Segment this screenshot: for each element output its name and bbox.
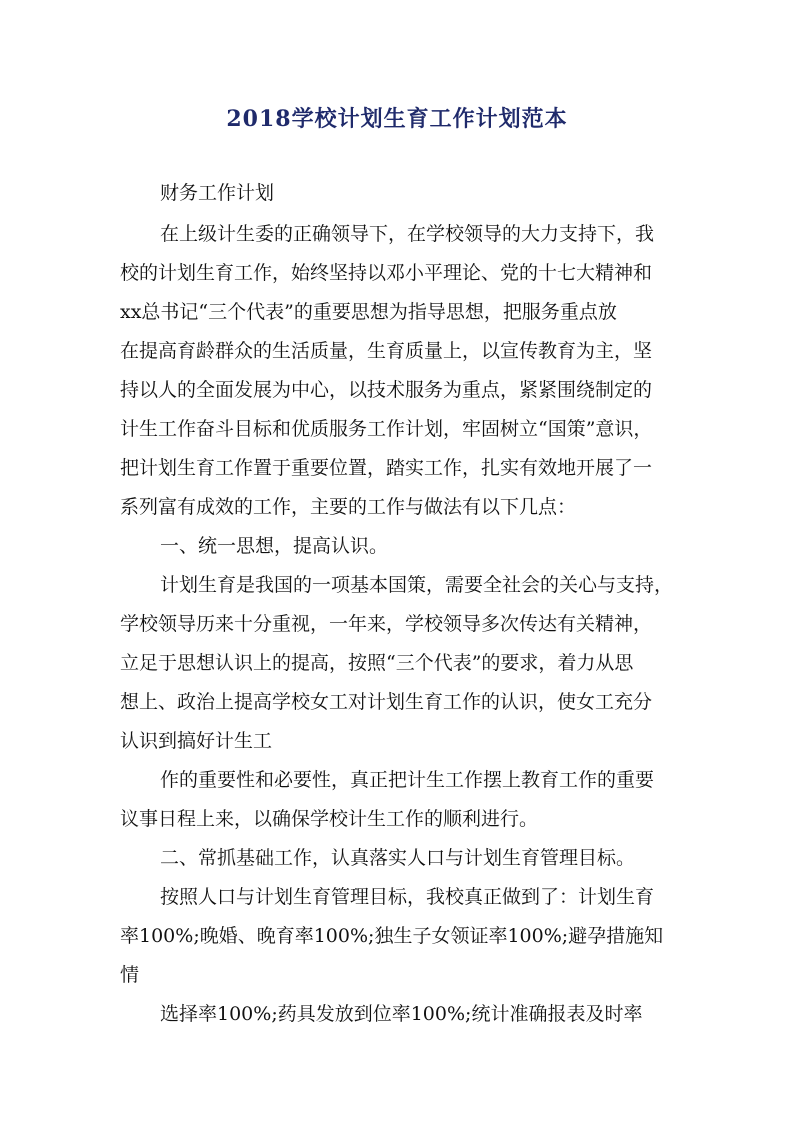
text-line-19: 按照人口与计划生育管理目标，我校真正做到了：计划生育 <box>160 886 655 908</box>
text-line-14: 想上、政治上提高学校女工对计划生育工作的认识，使女工充分 <box>120 691 653 713</box>
text-line-2: 在上级计生委的正确领导下，在学校领导的大力支持下，我 <box>160 223 655 245</box>
document-title: 2018学校计划生育工作计划范本 <box>226 106 568 132</box>
text-line-21: 情 <box>120 964 140 986</box>
section-heading-1: 一、统一思想，提高认识。 <box>160 535 389 557</box>
text-line-9: 系列富有成效的工作，主要的工作与做法有以下几点： <box>120 496 577 518</box>
text-line-5: 在提高育龄群众的生活质量，生育质量上，以宣传教育为主，坚 <box>120 340 653 362</box>
text-line-11: 计划生育是我国的一项基本国策，需要全社会的关心与支持， <box>160 574 674 596</box>
text-line-3: 校的计划生育工作，始终坚持以邓小平理论、党的十七大精神和 <box>120 262 653 284</box>
section-heading-2: 二、常抓基础工作，认真落实人口与计划生育管理目标。 <box>160 847 636 869</box>
text-line-12: 学校领导历来十分重视，一年来，学校领导多次传达有关精神， <box>120 613 653 635</box>
text-line-20: 率100%;晚婚、晚育率100%;独生子女领证率100%;避孕措施知 <box>120 925 664 947</box>
text-line-13: 立足于思想认识上的提高，按照“三个代表”的要求，着力从思 <box>120 652 634 674</box>
text-line-8: 把计划生育工作置于重要位置，踏实工作，扎实有效地开展了一 <box>120 457 653 479</box>
text-line-6: 持以人的全面发展为中心，以技术服务为重点，紧紧围绕制定的 <box>120 379 653 401</box>
text-line-22: 选择率100%;药具发放到位率100%;统计准确报表及时率 <box>160 1003 643 1025</box>
text-line-15: 认识到搞好计生工 <box>120 730 273 752</box>
text-line-1: 财务工作计划 <box>160 182 275 204</box>
text-line-17: 议事日程上来，以确保学校计生工作的顺利进行。 <box>120 808 539 830</box>
text-line-4: xx总书记“三个代表”的重要思想为指导思想，把服务重点放 <box>120 301 617 323</box>
text-line-16: 作的重要性和必要性，真正把计生工作摆上教育工作的重要 <box>160 769 655 791</box>
text-line-7: 计生工作奋斗目标和优质服务工作计划，牢固树立“国策”意识， <box>120 418 653 440</box>
